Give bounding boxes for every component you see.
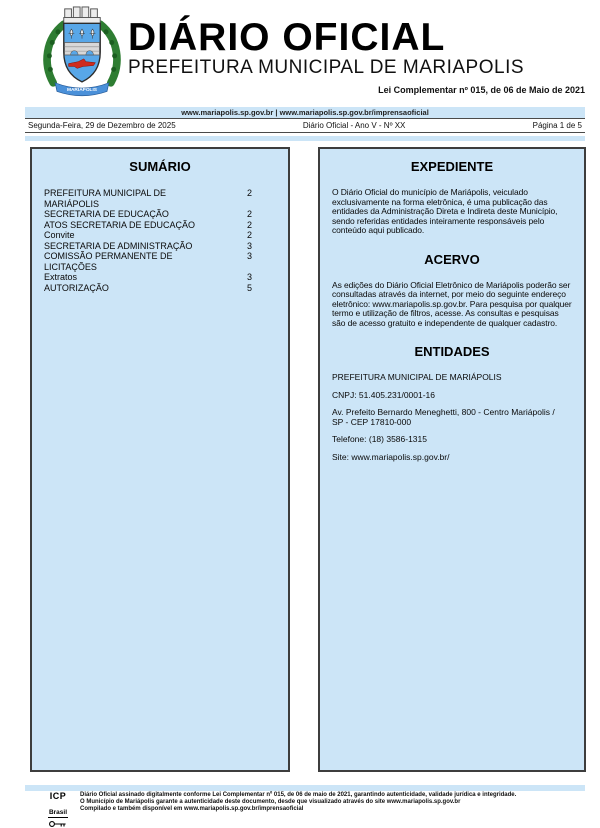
toc-entry: ATOS SECRETARIA DE EDUCAÇÃO 2 (44, 219, 253, 230)
acervo-body: As edições do Diário Oficial Eletrônico de Mariápolis poderão ser consultadas através da internet, por meio do seguinte endereço eletrônico: www.mariapolis.sp.gov.br. Para pesquisa por qualquer termo e utilização de filtros, acesse. As consultas e pesquisas são de acesso gratuito e independente de qualquer cadastro. (332, 279, 572, 328)
entity-address: Av. Prefeito Bernardo Meneghetti, 800 - Centro Mariápolis / SP - CEP 17810-000 (332, 407, 555, 427)
mural-crown-icon (64, 7, 100, 24)
signature-notice (80, 792, 516, 813)
municipal-crest (38, 6, 126, 102)
sumario-box (30, 147, 290, 772)
edition-info-row (25, 118, 585, 133)
entity-site: Site: www.mariapolis.sp.gov.br/ (332, 451, 450, 462)
expediente-box (318, 147, 586, 772)
crest-ribbon-text: MARIÁPOLIS (66, 87, 98, 93)
expediente-title: EXPEDIENTE (410, 159, 494, 174)
key-icon (48, 820, 68, 828)
websites-bar: www.mariapolis.sp.gov.br | www.mariapolis.sp.gov.br/imprensaoficial (25, 107, 585, 118)
divider-bar (25, 136, 585, 141)
gazette-subtitle: PREFEITURA MUNICIPAL DE MARIAPOLIS (128, 57, 525, 78)
entity-cnpj: CNPJ: 51.405.231/0001-16 (332, 389, 436, 400)
page-indicator: Página 1 de 5 (532, 121, 582, 130)
ribbon-banner-icon (55, 83, 109, 96)
toc-entry: Convite 2 (44, 230, 253, 240)
toc-entry: AUTORIZAÇÃO 5 (44, 282, 253, 293)
toc-entry: PREFEITURA MUNICIPAL DE MARIÁPOLIS 2 (44, 188, 253, 209)
stone-wall-icon (65, 42, 100, 54)
entidades-title: ENTIDADES (414, 344, 490, 359)
masthead (128, 18, 588, 78)
signature-line: Compilado e também disponível em www.mariapolis.sp.gov.br/imprensaoficial (80, 806, 304, 812)
entity-phone: Telefone: (18) 3586-1315 (332, 434, 427, 444)
shield-icon (64, 23, 100, 82)
entity-name: PREFEITURA MUNICIPAL DE MARIÁPOLIS (332, 372, 502, 382)
edition-number: Diário Oficial - Ano V - Nº XX (302, 121, 406, 130)
signature-line: O Município de Mariápolis garante a autenticidade deste documento, desde que visualizado através do site www.mariapolis.sp.gov.br (80, 799, 461, 805)
toc-entry: SECRETARIA DE ADMINISTRAÇÃO 3 (44, 240, 253, 251)
footer (40, 792, 580, 828)
toc (44, 188, 276, 293)
toc-entry: Extratos 3 (44, 272, 253, 282)
expediente-body: O Diário Oficial do município de Mariápolis, veiculado exclusivamente na forma eletrônica, é uma publicação das entidades da Administração Direta e Indireta deste Município, sendo referidas entidades inteiramente responsáveis pelo conteúdo aqui publicado. (332, 187, 558, 235)
icp-brasil-logo: ICP Brasil (40, 792, 76, 828)
sumario-title: SUMÁRIO (129, 159, 191, 174)
gazette-title: DIÁRIO OFICIAL (128, 16, 446, 59)
acervo-title: ACERVO (424, 251, 480, 267)
signature-line: Diário Oficial assinado digitalmente conforme Lei Complementar nº 015, de 06 de maio de 2021, garantindo autenticidade, validade jurídica e integridade. (80, 792, 517, 798)
toc-entry: COMISSÃO PERMANENTE DE LICITAÇÕES 3 (44, 251, 253, 272)
footer-divider-bar (25, 785, 585, 791)
toc-entry: SECRETARIA DE EDUCAÇÃO 2 (44, 209, 253, 219)
law-reference: Lei Complementar nº 015, de 06 de Maio de 2021 (378, 85, 585, 95)
edition-date: Segunda-Feira, 29 de Dezembro de 2025 (28, 121, 176, 130)
